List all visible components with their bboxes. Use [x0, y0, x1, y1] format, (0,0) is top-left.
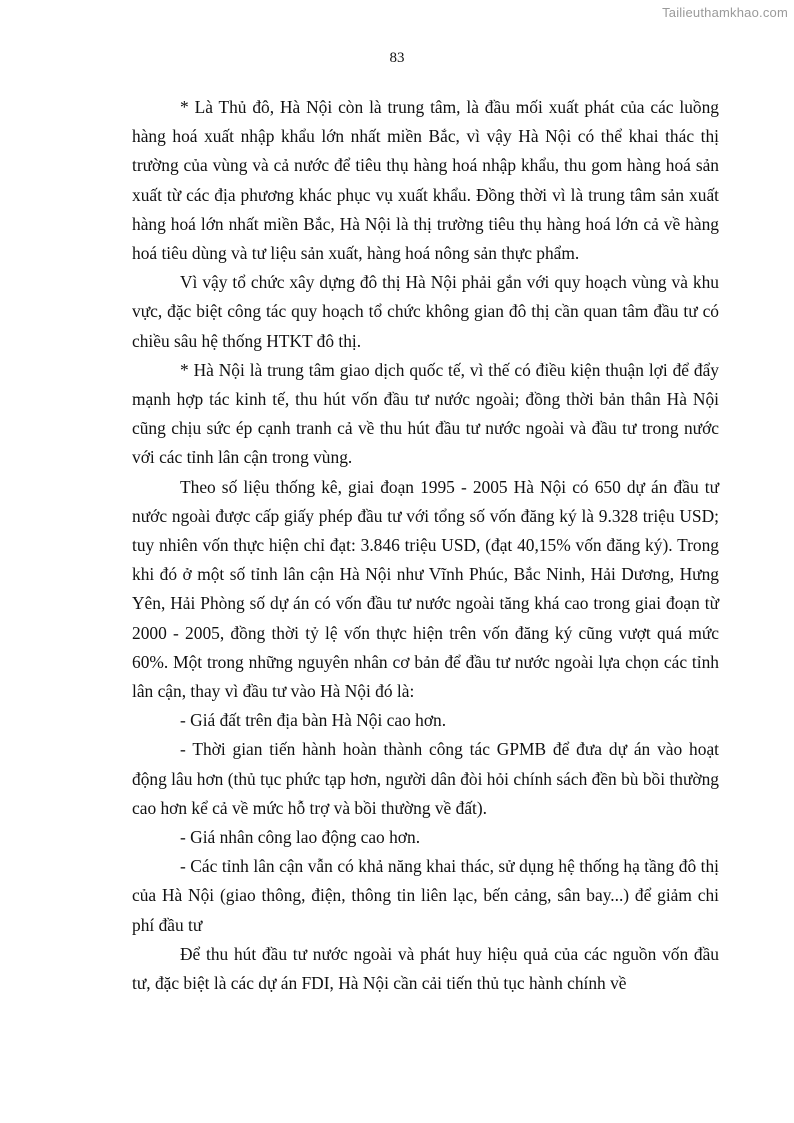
- list-item-gpmb-time: - Thời gian tiến hành hoàn thành công tác GPMB để đưa dự án vào hoạt động lâu hơn (thủ tục phức tạp hơn, người dân đòi hỏi chính sách đền bù bồi thường cao hơn kể cả về mức hỗ trợ và bồi thường về đất).: [132, 739, 719, 818]
- watermark-text: Tailieuthamkhao.com: [662, 5, 788, 20]
- paragraph-4: Theo số liệu thống kê, giai đoạn 1995 - 2005 Hà Nội có 650 dự án đầu tư nước ngoài được cấp giấy phép đầu tư với tổng số vốn đăng ký là 9.328 triệu USD; tuy nhiên vốn thực hiện chỉ đạt: 3.846 triệu USD, (đạt 40,15% vốn đăng ký). Trong khi đó ở một số tỉnh lân cận Hà Nội như Vĩnh Phúc, Bắc Ninh, Hải Dương, Hưng Yên, Hải Phòng số dự án có vốn đầu tư nước ngoài tăng khá cao trong giai đoạn từ 2000 - 2005, đồng thời tỷ lệ vốn thực hiện trên vốn đăng ký cũng vượt quá mức 60%. Một trong những nguyên nhân cơ bản để đầu tư nước ngoài lựa chọn các tỉnh lân cận, thay vì đầu tư vào Hà Nội đó là:: [132, 476, 719, 702]
- paragraph-2: Vì vậy tổ chức xây dựng đô thị Hà Nội phải gắn với quy hoạch vùng và khu vực, đặc biệt công tác quy hoạch tổ chức không gian đô thị cần quan tâm đầu tư có chiều sâu hệ thống HTKT đô thị.: [132, 272, 719, 351]
- paragraph-3: * Hà Nội là trung tâm giao dịch quốc tế, vì thế có điều kiện thuận lợi để đẩy mạnh hợp tác kinh tế, thu hút vốn đầu tư nước ngoài; đồng thời bản thân Hà Nội cũng chịu sức ép cạnh tranh cả về thu hút đầu tư nước ngoài và đầu tư trong nước với các tỉnh lân cận trong vùng.: [132, 359, 719, 468]
- page-number: 83: [389, 50, 405, 66]
- paragraph-1: * Là Thủ đô, Hà Nội còn là trung tâm, là đầu mối xuất phát của các luồng hàng hoá xuất nhập khẩu lớn nhất miền Bắc, vì vậy Hà Nội có thể khai thác thị trường của vùng và cả nước để tiêu thụ hàng hoá nhập khẩu, thu gom hàng hoá sản xuất từ các địa phương khác phục vụ xuất khẩu. Đồng thời vì là trung tâm sản xuất hàng hoá lớn nhất miền Bắc, Hà Nội là thị trường tiêu thụ hàng hoá lớn cả về hàng hoá tiêu dùng và tư liệu sản xuất, hàng hoá nông sản thực phẩm.: [132, 97, 719, 264]
- list-item-infrastructure: - Các tỉnh lân cận vẫn có khả năng khai thác, sử dụng hệ thống hạ tầng đô thị của Hà Nội (giao thông, điện, thông tin liên lạc, bến cảng, sân bay...) để giảm chi phí đầu tư: [132, 856, 719, 935]
- page-body: [132, 93, 719, 998]
- list-item-land-price: - Giá đất trên địa bàn Hà Nội cao hơn.: [180, 710, 447, 731]
- list-item-labor-cost: - Giá nhân công lao động cao hơn.: [180, 827, 421, 848]
- paragraph-5: Để thu hút đầu tư nước ngoài và phát huy hiệu quả của các nguồn vốn đầu tư, đặc biệt là các dự án FDI, Hà Nội cần cải tiến thủ tục hành chính về: [132, 943, 719, 994]
